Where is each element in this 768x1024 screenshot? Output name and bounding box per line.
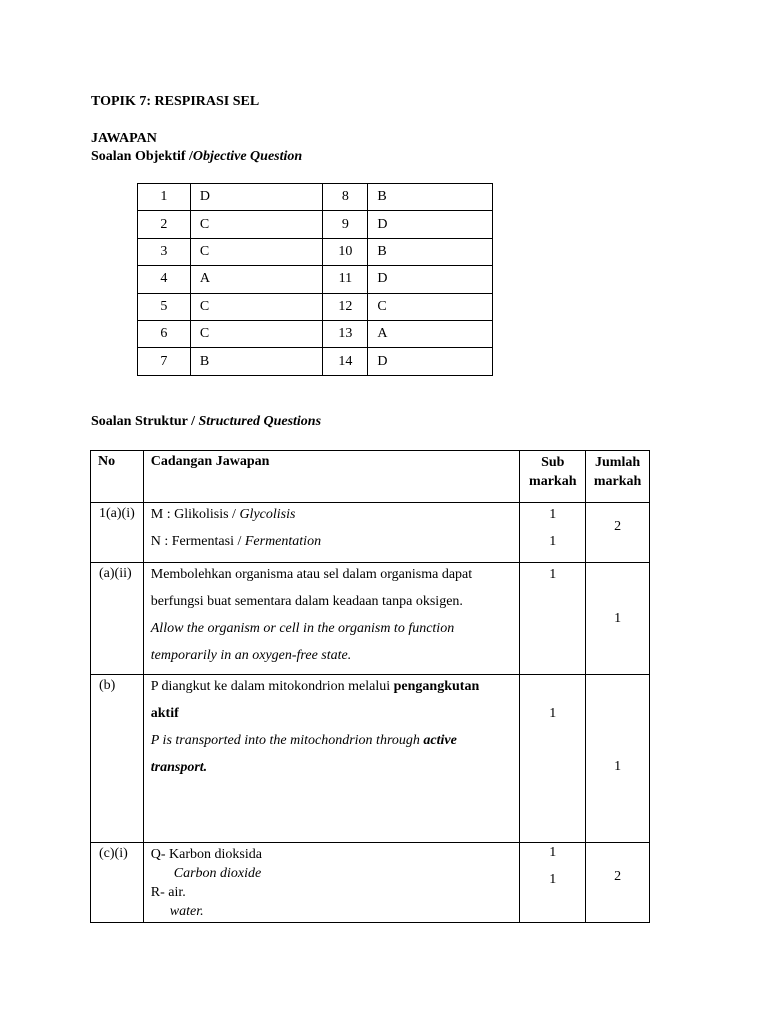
structured-answers-table <box>90 450 650 923</box>
answer-letter: B <box>368 238 493 265</box>
answer-line <box>151 533 514 560</box>
header-no: No <box>91 451 144 503</box>
sub-mark: 1 <box>549 534 557 549</box>
answer-letter: A <box>368 320 493 347</box>
table-row <box>138 238 493 265</box>
answer-ms-bold: aktif <box>150 706 179 721</box>
question-number: 4 <box>138 266 191 293</box>
question-number: 14 <box>323 348 368 375</box>
answer-ms: N : Fermentasi / <box>150 534 245 549</box>
answer-ms-bold: pengangkutan <box>393 679 480 694</box>
question-number: 12 <box>323 293 368 320</box>
row-sub-marks <box>520 503 586 563</box>
structured-heading-ms: Soalan Struktur / <box>91 414 195 429</box>
header-sub-marks <box>520 451 586 503</box>
row-number: 1(a)(i) <box>91 503 144 563</box>
row-total-marks: 1 <box>586 675 650 843</box>
table-header-row <box>91 451 650 503</box>
header-sub-line2: markah <box>529 474 577 489</box>
objective-heading-ms: Soalan Objektif / <box>91 149 193 164</box>
answer-en: Glycolisis <box>239 507 296 522</box>
answer-letter: A <box>190 266 323 293</box>
row-answer <box>143 503 520 563</box>
sub-mark: 1 <box>549 706 557 721</box>
objective-heading <box>91 149 302 165</box>
question-number: 6 <box>138 320 191 347</box>
answer-letter: C <box>190 238 323 265</box>
row-number: (c)(i) <box>91 843 144 923</box>
row-number: (a)(ii) <box>91 563 144 675</box>
answer-ms: berfungsi buat sementara dalam keadaan tanpa oksigen. <box>150 594 463 609</box>
table-row <box>91 563 650 675</box>
table-row <box>138 348 493 375</box>
sub-mark: 1 <box>549 872 557 887</box>
sub-mark: 1 <box>549 567 557 582</box>
row-number: (b) <box>91 675 144 843</box>
answer-ms: M : Glikolisis / <box>150 507 240 522</box>
table-row <box>91 843 650 923</box>
answer-en: water. <box>169 904 204 919</box>
answer-en-bold: active <box>423 733 457 748</box>
answer-en: Fermentation <box>244 534 322 549</box>
row-sub-marks <box>520 843 586 923</box>
row-sub-marks <box>520 675 586 843</box>
answer-letter: C <box>190 320 323 347</box>
question-number: 10 <box>323 238 368 265</box>
answer-letter: D <box>368 348 493 375</box>
row-answer <box>143 563 520 675</box>
answer-ms <box>151 678 514 705</box>
sub-mark: 1 <box>549 845 557 860</box>
question-number: 11 <box>323 266 368 293</box>
answer-letter: D <box>190 184 323 211</box>
answer-letter: C <box>190 293 323 320</box>
answer-ms-text: P diangkut ke dalam mitokondrion melalui <box>150 679 394 694</box>
answer-heading: JAWAPAN <box>91 131 157 146</box>
table-row <box>138 320 493 347</box>
answer-en-text: P is transported into the mitochondrion through <box>150 733 424 748</box>
question-number: 5 <box>138 293 191 320</box>
row-total-marks: 1 <box>586 563 650 675</box>
answer-ms: R- air. <box>150 885 186 900</box>
answer-letter: B <box>368 184 493 211</box>
row-total-marks: 2 <box>586 843 650 923</box>
row-answer <box>143 675 520 843</box>
table-row <box>138 184 493 211</box>
row-sub-marks <box>520 563 586 675</box>
question-number: 1 <box>138 184 191 211</box>
header-total-line2: markah <box>593 474 642 489</box>
header-total-line1: Jumlah <box>595 455 641 470</box>
table-row <box>91 503 650 563</box>
question-number: 7 <box>138 348 191 375</box>
row-answer <box>143 843 520 923</box>
answer-en: Allow the organism or cell in the organism to function <box>150 621 455 636</box>
question-number: 8 <box>323 184 368 211</box>
answer-en: Carbon dioxide <box>173 866 262 881</box>
answer-letter: D <box>368 266 493 293</box>
table-row <box>138 266 493 293</box>
question-number: 2 <box>138 211 191 238</box>
header-answer: Cadangan Jawapan <box>143 451 520 503</box>
question-number: 13 <box>323 320 368 347</box>
row-total-marks: 2 <box>586 503 650 563</box>
document-title: TOPIK 7: RESPIRASI SEL <box>91 94 260 109</box>
table-row <box>138 211 493 238</box>
objective-heading-en: Objective Question <box>192 149 303 164</box>
answer-letter: C <box>368 293 493 320</box>
answer-ms: Q- Karbon dioksida <box>150 847 262 862</box>
answer-letter: D <box>368 211 493 238</box>
answer-en <box>151 732 514 759</box>
answer-ms: Membolehkan organisma atau sel dalam organisma dapat <box>150 567 473 582</box>
structured-heading-en: Structured Questions <box>198 414 322 429</box>
answer-letter: B <box>190 348 323 375</box>
objective-answers-table <box>137 183 493 376</box>
sub-mark: 1 <box>549 507 557 522</box>
question-number: 3 <box>138 238 191 265</box>
question-number: 9 <box>323 211 368 238</box>
answer-line <box>151 506 514 533</box>
header-sub-line1: Sub <box>541 455 565 470</box>
structured-heading <box>91 414 321 430</box>
table-row <box>138 293 493 320</box>
header-total-marks <box>586 451 650 503</box>
table-row <box>91 675 650 843</box>
answer-letter: C <box>190 211 323 238</box>
answer-en: temporarily in an oxygen-free state. <box>150 648 352 663</box>
answer-en-bold: transport. <box>150 760 208 775</box>
